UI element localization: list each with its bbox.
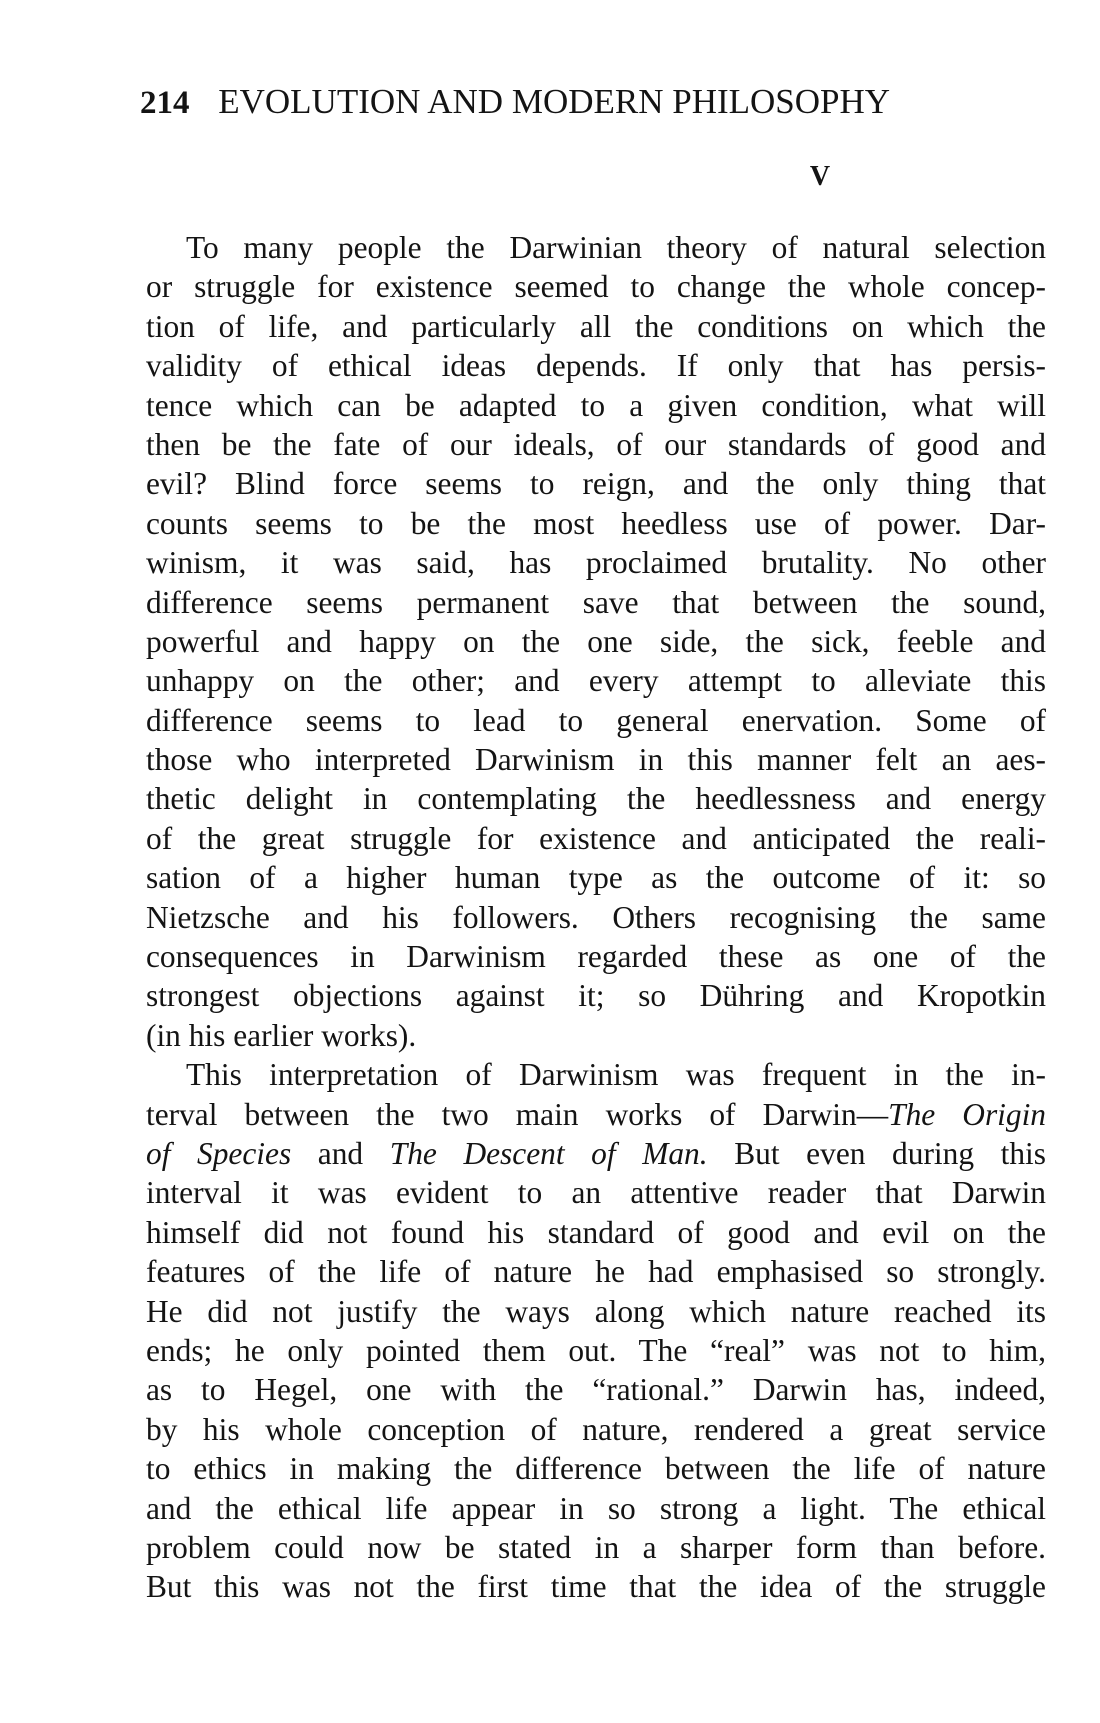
text-line: But this was not the first time that the idea of the struggle [146,1569,1046,1605]
text-line: (in his earlier works). [146,1017,417,1053]
text-line: consequences in Darwinism regarded these as one of the [146,939,1046,975]
text-line: unhappy on the other; and every attempt to alleviate this [146,663,1046,699]
running-title: EVOLUTION AND MODERN PHILOSOPHY [218,82,891,121]
running-head [140,82,1040,122]
text-line: difference seems permanent save that between the sound, [146,584,1046,620]
text-line: validity of ethical ideas depends. If only that has persis- [146,348,1046,384]
text-line: as to Hegel, one with the “rational.” Darwin has, indeed, [146,1372,1046,1408]
text-line: ends; he only pointed them out. The “real” was not to him, [146,1332,1046,1368]
text-run: terval between the two main works of Darwin— [146,1096,889,1132]
body-text [146,228,1046,1607]
text-line: To many people the Darwinian theory of natural selection [186,230,1046,265]
text-line: thetic delight in contemplating the heedlessness and energy [146,781,1046,817]
text-line: powerful and happy on the one side, the sick, feeble and [146,623,1046,659]
text-line: sation of a higher human type as the outcome of it: so [146,860,1046,896]
text-line: then be the fate of our ideals, of our standards of good and [146,426,1046,462]
text-line: strongest objections against it; so Dühring and Kropotkin [146,978,1046,1014]
text-line: counts seems to be the most heedless use of power. Dar- [146,505,1046,541]
text-line: tence which can be adapted to a given condition, what will [146,387,1046,423]
text-run: But even during this [707,1135,1046,1171]
text-line-with-title [146,1134,1046,1173]
text-line: evil? Blind force seems to reign, and the only thing that [146,466,1046,502]
text-line: to ethics in making the difference between the life of nature [146,1451,1046,1487]
text-line: features of the life of nature he had emphasised so strongly. [146,1254,1046,1290]
text-line: This interpretation of Darwinism was frequent in the in- [186,1057,1046,1093]
text-line: winism, it was said, has proclaimed brutality. No other [146,545,1046,581]
book-title-origin: The Origin [888,1096,1046,1132]
text-line: of the great struggle for existence and anticipated the reali- [146,820,1046,856]
text-line: tion of life, and particularly all the conditions on which the [146,308,1046,344]
page-number: 214 [140,85,190,121]
text-line: difference seems to lead to general enervation. Some of [146,702,1046,738]
text-line: He did not justify the ways along which nature reached its [146,1293,1046,1329]
text-line: himself did not found his standard of good and evil on the [146,1214,1046,1250]
text-line-with-title [146,1095,1046,1134]
book-title-descent: The Descent of Man. [389,1135,708,1171]
text-line: by his whole conception of nature, rendered a great service [146,1411,1046,1447]
text-line: or struggle for existence seemed to change the whole concep- [146,269,1046,305]
text-line: Nietzsche and his followers. Others recognising the same [146,899,1046,935]
section-numeral: V [809,161,831,192]
text-line: and the ethical life appear in so strong a light. The ethical [146,1490,1046,1526]
paragraph-2 [146,1055,1046,1606]
text-line: interval it was evident to an attentive reader that Darwin [146,1175,1046,1211]
text-line: problem could now be stated in a sharper form than before. [146,1529,1046,1565]
book-title-origin-cont: of Species [146,1135,292,1171]
text-run: and [291,1135,390,1171]
text-line: those who interpreted Darwinism in this manner felt an aes- [146,742,1046,778]
paragraph-1 [146,228,1046,1055]
